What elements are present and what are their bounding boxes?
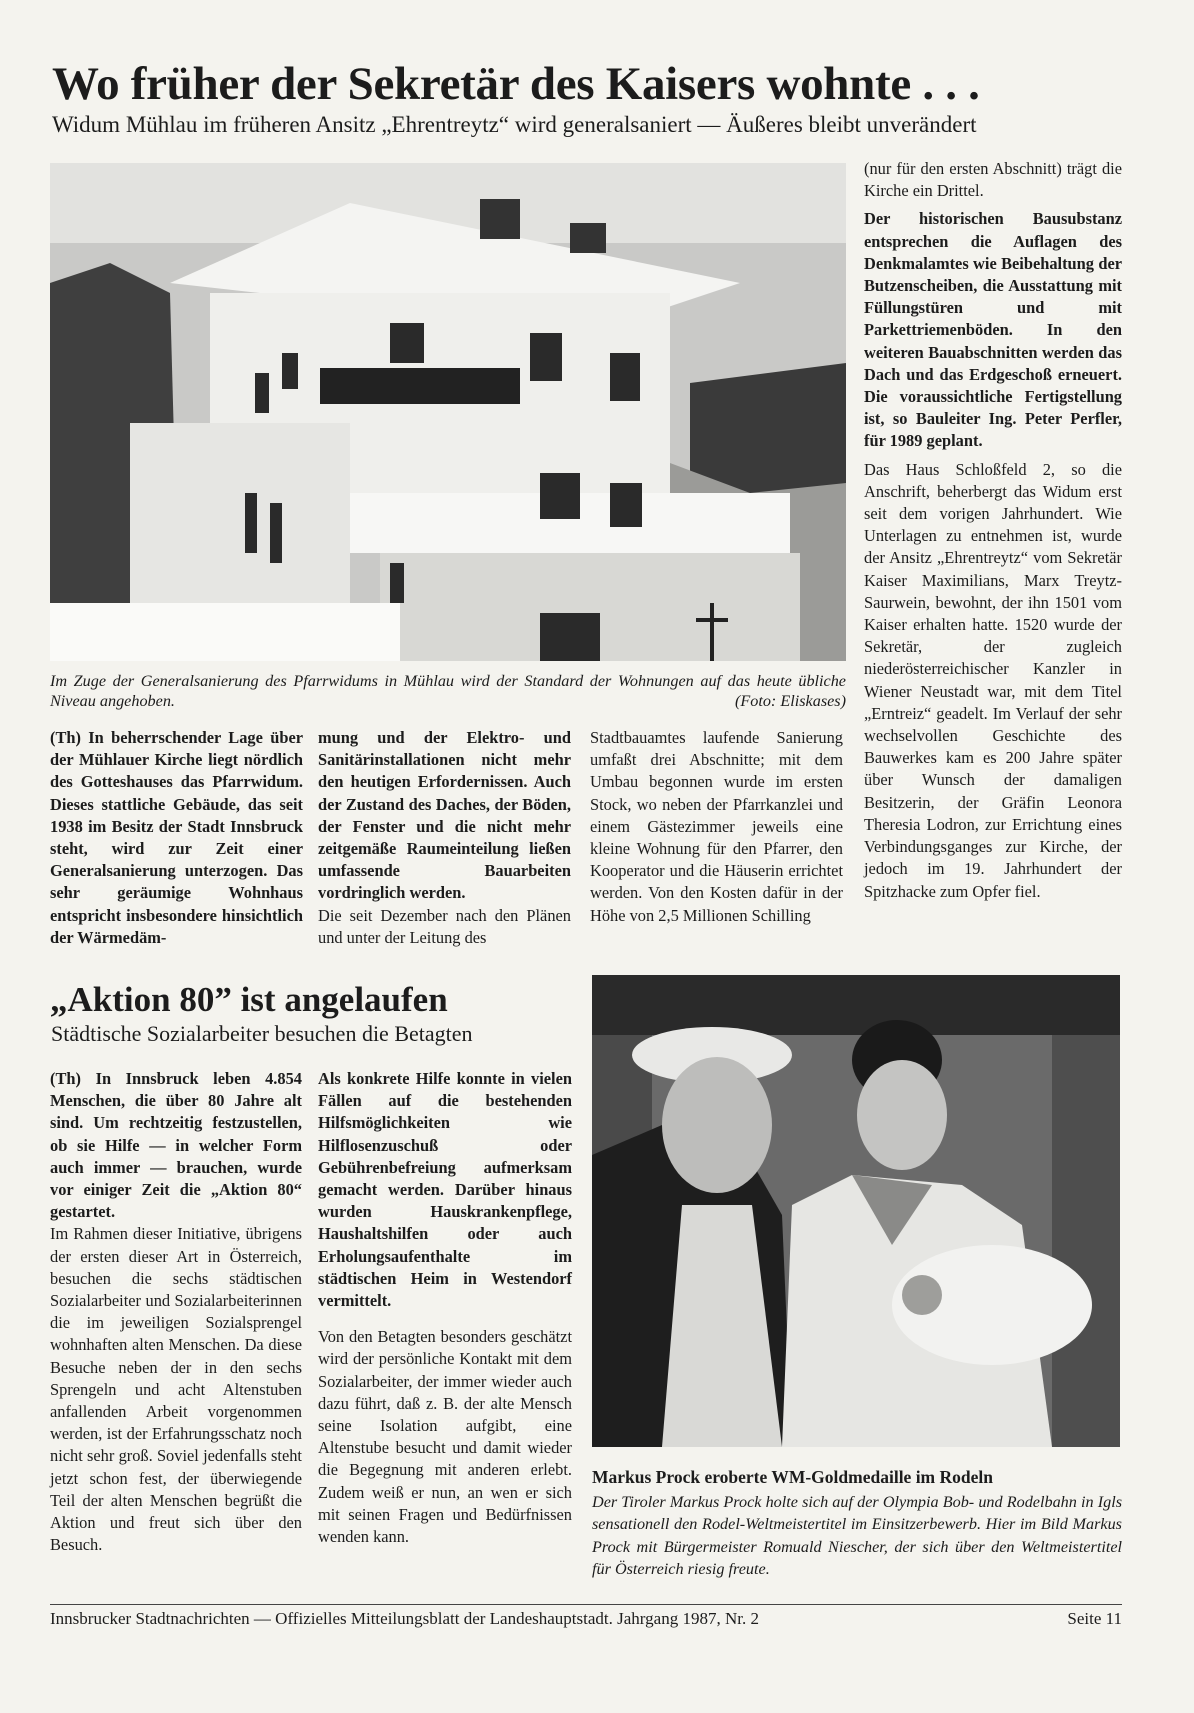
article1-col3: Stadtbauamtes laufende Sanierung umfaßt drei Abschnitte; mit dem Umbau begonnen wurde im ersten Stock, wo neben der Pfarrkanzlei und einem Gästezimmer jeweils eine kleine Wohnung für den Pfarrer, den Kooperator und die Häuserin errichtet werden. Von den Kosten dafür in der Höhe von 2,5 Millionen Schilling xyxy=(590,728,843,925)
article1-col4-bold: Der historischen Bausubstanz entsprechen die Auflagen des Denkmalamtes wie Beibehaltung der Butzenscheiben, die Ausstattung mit Füllungstüren und mit Parkettriemenböden. In den weiteren Bauabschnitten werden das Dach und das Erdgeschoß erneuert. Die voraussichtliche Fertigstellung ist, so Bauleiter Ing. Peter Perfler, für 1989 geplant. xyxy=(864,209,1122,451)
article2-headline: „Aktion 80” ist angelaufen xyxy=(50,980,448,1019)
article1-col2 xyxy=(318,727,571,949)
article2-col2-regular: Von den Betagten besonders geschätzt wird der persönliche Kontakt mit dem Sozialarbeiter, der immer wieder auch dazu führt, daß z. B. der alte Mensch seine Isolation aufgibt, eine Altenstube besucht und damit wieder die Begegnung mit anderen erlebt. Zudem weiß er nun, an wen er sich mit seinen Fragen und Bedürfnissen wenden kann. xyxy=(318,1327,572,1547)
article1-col4-top: (nur für den ersten Abschnitt) trägt die Kirche ein Drittel. xyxy=(864,159,1122,201)
article2-col2-bold: Als konkrete Hilfe konnte in vielen Fällen auf die bestehenden Hilfsmöglichkeiten wie Hilflosenzuschuß oder Gebührenbefreiung aufmerksam gemacht werden. Darüber hinaus wurden Hauskrankenpflege, Haushaltshilfen oder auch Erholungsaufenthalte im städtischen Heim in Westendorf vermittelt. xyxy=(318,1069,572,1311)
article2-col1-bold: (Th) In Innsbruck leben 4.854 Menschen, die über 80 Jahre alt sind. Um rechtzeitig festzustellen, ob sie Hilfe — in welcher Form auch immer — brauchen, wurde vor einiger Zeit die „Aktion 80“ gestartet. xyxy=(50,1069,302,1222)
prock-photo xyxy=(592,975,1120,1447)
article1-col4-regular: Das Haus Schloßfeld 2, so die Anschrift, beherbergt das Widum erst seit dem vorigen Jahrhundert. Wie Unterlagen zu entnehmen ist, wurde der Ansitz „Ehrentreytz“ vom Sekretär Kaiser Maximilians, Marx Treytz-Saurwein, bewohnt, der ihn 1501 vom Kaiser erhalten hatte. 1520 wurde der Sekretär, der zugleich niederösterreichischer Kanzler in Wiener Neustadt war, mit dem Titel „Erntreiz“ geadelt. Im Verlauf der sehr wechselvollen Geschichte des Bauwerkes kam es 200 Jahre später über Wunsch der damaligen Besitzerin, der Gräfin Leonora Theresia Lodron, zur Errichtung eines Verbindungsganges zur Kirche, der jedoch im 19. Jahrhundert der Spitzhacke zum Opfer fiel. xyxy=(864,459,1122,901)
article2-col1 xyxy=(50,1068,302,1556)
page-footer xyxy=(50,1604,1122,1629)
article1-col2-regular: Die seit Dezember nach den Plänen und unter der Leitung des xyxy=(318,905,571,947)
article2-col2 xyxy=(318,1068,572,1548)
prock-caption-title: Markus Prock eroberte WM-Goldmedaille im Rodeln xyxy=(592,1467,993,1487)
footer-publication: Innsbrucker Stadtnachrichten — Offizielles Mitteilungsblatt der Landeshauptstadt. Jahrgang 1987, Nr. 2 xyxy=(50,1609,759,1628)
article1-col2-bold: mung und der Elektro- und Sanitärinstallationen nicht mehr den heutigen Erfordernissen. Auch der Zustand des Daches, der Böden, der Fenster und die nicht mehr zeitgemäße Raumeinteilung ließen umfassende Bauarbeiten vordringlich werden. xyxy=(318,728,571,903)
prock-caption-text: Der Tiroler Markus Prock holte sich auf der Olympia Bob- und Rodelbahn in Igls sensationell den Rodel-Weltmeistertitel im Einsitzerbewerb. Hier im Bild Markus Prock mit Bürgermeister Romuald Niescher, der sich über den Weltmeistertitel für Österreich riesig freute. xyxy=(592,1493,1122,1579)
house-photo-credit: (Foto: Eliskases) xyxy=(734,692,846,710)
article1-col1: (Th) In beherrschender Lage über der Mühlauer Kirche liegt nördlich des Gotteshauses das Pfarrwidum. Dieses stattliche Gebäude, das seit 1938 im Besitz der Stadt Innsbruck steht, wird zur Zeit einer Generalsanierung unterzogen. Das sehr geräumige Wohnhaus entspricht insbesondere hinsichtlich der Wärmedäm- xyxy=(50,728,303,947)
article1-headline: Wo früher der Sekretär des Kaisers wohnte . . . xyxy=(52,58,980,110)
article2-col1-regular: Im Rahmen dieser Initiative, übrigens der ersten dieser Art in Österreich, besuchen die sechs städtischen Sozialarbeiter und Sozialarbeiterinnen die im jeweiligen Sozialsprengel wohnhaften alten Menschen. Da diese Besuche neben der in den sechs Sprengeln und acht Altenstuben anfallenden Arbeit vorgenommen werden, ist der Erfahrungsschatz noch nicht sehr groß. Soviel jedenfalls steht jetzt schon fest, der überwiegende Teil der alten Menschen begrüßt die Aktion und freut sich über den Besuch. xyxy=(50,1224,302,1555)
article2-subheadline: Städtische Sozialarbeiter besuchen die Betagten xyxy=(51,1021,473,1046)
article1-subheadline: Widum Mühlau im früheren Ansitz „Ehrentreytz“ wird generalsaniert — Äußeres bleibt unverändert xyxy=(52,112,977,137)
house-photo xyxy=(50,163,846,661)
house-photo-caption xyxy=(50,671,846,711)
footer-page-number: Seite 11 xyxy=(1067,1609,1122,1628)
house-caption-text: Im Zuge der Generalsanierung des Pfarrwidums in Mühlau wird der Standard der Wohnungen auf das heute übliche Niveau angehoben. xyxy=(50,672,846,710)
prock-photo-caption xyxy=(592,1466,1122,1581)
article1-col4 xyxy=(864,158,1122,903)
